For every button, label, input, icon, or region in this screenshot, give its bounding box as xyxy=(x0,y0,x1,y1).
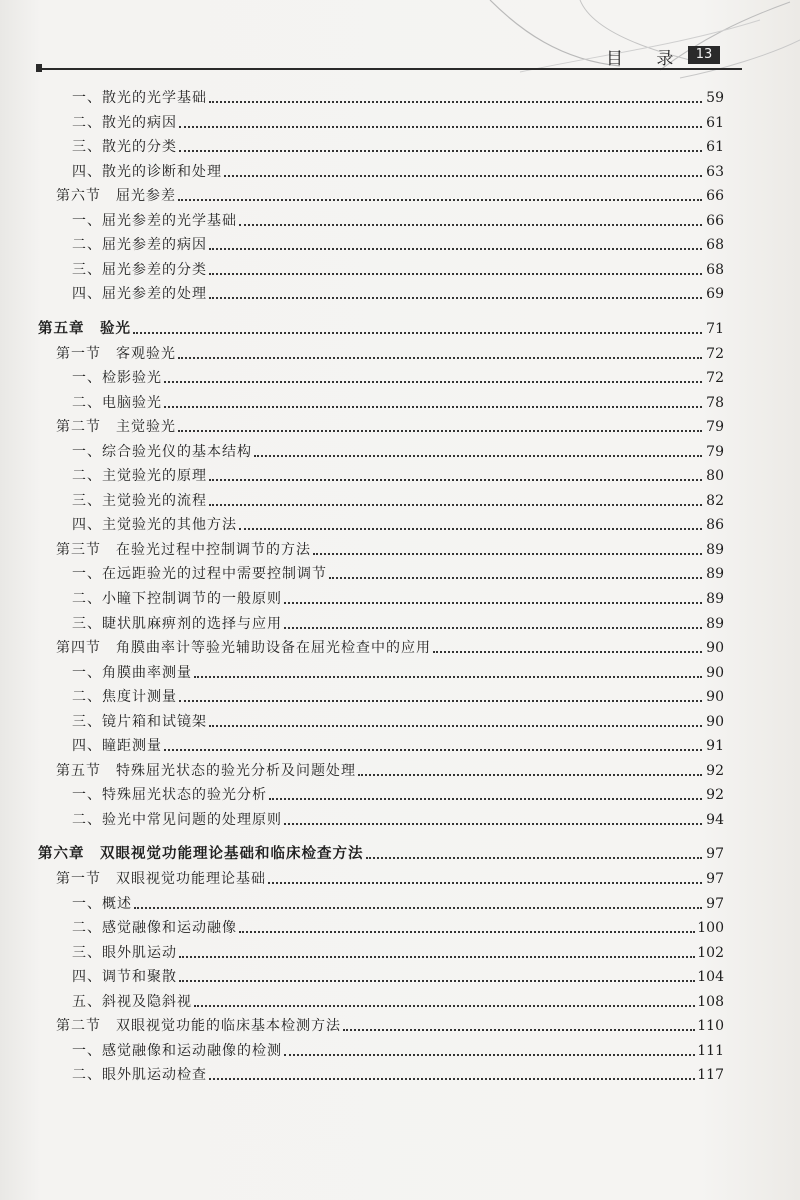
toc-entry-title: 第四节 角膜曲率计等验光辅助设备在屈光检查中的应用 xyxy=(56,640,431,656)
toc-entry-title: 第六节 屈光参差 xyxy=(56,188,176,204)
dot-leader xyxy=(209,710,702,727)
dot-leader xyxy=(164,366,702,383)
toc-entry-page: 89 xyxy=(706,616,724,632)
toc-entry-page: 90 xyxy=(706,665,724,681)
toc-entry-title: 二、主觉验光的原理 xyxy=(72,468,207,484)
toc-entry-title: 一、检影验光 xyxy=(72,370,162,386)
dot-leader xyxy=(209,489,702,506)
toc-entry-page: 72 xyxy=(706,370,724,386)
page-header xyxy=(0,0,800,80)
toc-entry-title: 三、屈光参差的分类 xyxy=(72,262,207,278)
toc-entry-page: 90 xyxy=(706,640,724,656)
toc-entry-page: 68 xyxy=(706,237,724,253)
dot-leader xyxy=(284,587,702,604)
toc-entry-item[interactable] xyxy=(72,135,724,159)
toc-entry-item[interactable] xyxy=(72,86,724,110)
dot-leader xyxy=(313,538,702,555)
toc-entry-item[interactable] xyxy=(72,1039,724,1063)
toc-entry-title: 四、主觉验光的其他方法 xyxy=(72,517,237,533)
toc-entry-section[interactable] xyxy=(56,636,724,660)
toc-entry-page: 61 xyxy=(706,139,724,155)
toc-entry-item[interactable] xyxy=(72,1063,724,1087)
toc-entry-page: 102 xyxy=(697,945,724,961)
toc-entry-title: 一、屈光参差的光学基础 xyxy=(72,213,237,229)
dot-leader xyxy=(209,464,702,481)
toc-entry-title: 三、主觉验光的流程 xyxy=(72,493,207,509)
toc-entry-section[interactable] xyxy=(56,867,724,891)
toc-entry-title: 第五节 特殊屈光状态的验光分析及问题处理 xyxy=(56,763,356,779)
dot-leader xyxy=(366,842,703,859)
toc-entry-title: 一、特殊屈光状态的验光分析 xyxy=(72,787,267,803)
dot-leader xyxy=(178,184,702,201)
toc-entry-page: 100 xyxy=(697,920,724,936)
toc-entry-title: 一、感觉融像和运动融像的检测 xyxy=(72,1043,282,1059)
toc-entry-item[interactable] xyxy=(72,685,724,709)
toc-entry-item[interactable] xyxy=(72,209,724,233)
toc-entry-title: 二、小瞳下控制调节的一般原则 xyxy=(72,591,282,607)
toc-entry-page: 94 xyxy=(706,812,724,828)
toc-entry-item[interactable] xyxy=(72,282,724,306)
toc-entry-section[interactable] xyxy=(56,759,724,783)
toc-entry-title: 四、散光的诊断和处理 xyxy=(72,164,222,180)
toc-entry-section[interactable] xyxy=(56,342,724,366)
toc-entry-item[interactable] xyxy=(72,783,724,807)
toc-entry-title: 二、屈光参差的病因 xyxy=(72,237,207,253)
toc-entry-title: 一、在远距验光的过程中需要控制调节 xyxy=(72,566,327,582)
toc-entry-item[interactable] xyxy=(72,965,724,989)
toc-entry-page: 63 xyxy=(706,164,724,180)
dot-leader xyxy=(284,1039,695,1056)
toc-entry-title: 三、散光的分类 xyxy=(72,139,177,155)
toc-entry-title: 二、眼外肌运动检查 xyxy=(72,1067,207,1083)
toc-entry-page: 97 xyxy=(706,896,724,912)
toc-entry-page: 66 xyxy=(706,213,724,229)
toc-entry-page: 89 xyxy=(706,591,724,607)
toc-entry-item[interactable] xyxy=(72,440,724,464)
dot-leader xyxy=(179,941,695,958)
dot-leader xyxy=(164,734,702,751)
dot-leader xyxy=(209,233,702,250)
toc-entry-page: 71 xyxy=(706,321,724,337)
dot-leader xyxy=(179,111,702,128)
toc-entry-item[interactable] xyxy=(72,612,724,636)
toc-entry-title: 四、屈光参差的处理 xyxy=(72,286,207,302)
toc-entry-page: 79 xyxy=(706,419,724,435)
toc-entry-page: 97 xyxy=(706,871,724,887)
toc-entry-title: 一、综合验光仪的基本结构 xyxy=(72,444,252,460)
toc-entry-page: 104 xyxy=(697,969,724,985)
dot-leader xyxy=(179,685,702,702)
dot-leader xyxy=(134,892,702,909)
toc-entry-page: 69 xyxy=(706,286,724,302)
toc-entry-page: 117 xyxy=(697,1067,724,1083)
toc-entry-page: 110 xyxy=(697,1018,724,1034)
toc-entry-item[interactable] xyxy=(72,233,724,257)
toc-entry-title: 第一节 客观验光 xyxy=(56,346,176,362)
dot-leader xyxy=(164,391,702,408)
toc-entry-title: 第一节 双眼视觉功能理论基础 xyxy=(56,871,266,887)
toc-entry-page: 92 xyxy=(706,763,724,779)
toc-entry-chapter[interactable] xyxy=(38,317,724,341)
toc-entry-title: 一、角膜曲率测量 xyxy=(72,665,192,681)
dot-leader xyxy=(179,965,695,982)
toc-entry-page: 89 xyxy=(706,566,724,582)
toc-entry-item[interactable] xyxy=(72,160,724,184)
dot-leader xyxy=(358,759,702,776)
dot-leader xyxy=(178,342,702,359)
toc-entry-title: 二、感觉融像和运动融像 xyxy=(72,920,237,936)
toc-entry-page: 92 xyxy=(706,787,724,803)
toc-entry-item[interactable] xyxy=(72,916,724,940)
toc-entry-item[interactable] xyxy=(72,990,724,1014)
dot-leader xyxy=(239,209,702,226)
toc-entry-section[interactable] xyxy=(56,538,724,562)
dot-leader xyxy=(329,562,702,579)
toc-entry-page: 90 xyxy=(706,689,724,705)
toc-entry-page: 97 xyxy=(706,846,724,862)
toc-entry-page: 86 xyxy=(706,517,724,533)
toc-entry-page: 78 xyxy=(706,395,724,411)
toc-entry-title: 二、焦度计测量 xyxy=(72,689,177,705)
toc-entry-page: 82 xyxy=(706,493,724,509)
toc-entry-item[interactable] xyxy=(72,710,724,734)
toc-entry-item[interactable] xyxy=(72,892,724,916)
toc-entry-title: 二、验光中常见问题的处理原则 xyxy=(72,812,282,828)
page-number-badge: 13 xyxy=(688,46,720,64)
toc-entry-item[interactable] xyxy=(72,464,724,488)
toc-entry-section[interactable] xyxy=(56,415,724,439)
toc-entry-section[interactable] xyxy=(56,184,724,208)
toc-entry-page: 68 xyxy=(706,262,724,278)
toc-entry-item[interactable] xyxy=(72,489,724,513)
toc-entry-item[interactable] xyxy=(72,391,724,415)
dot-leader xyxy=(209,258,702,275)
toc-entry-page: 108 xyxy=(697,994,724,1010)
toc-entry-item[interactable] xyxy=(72,661,724,685)
toc-entry-page: 72 xyxy=(706,346,724,362)
toc-entry-page: 80 xyxy=(706,468,724,484)
toc-entry-chapter[interactable] xyxy=(38,842,724,866)
toc-entry-item[interactable] xyxy=(72,587,724,611)
toc-entry-item[interactable] xyxy=(72,562,724,586)
toc-entry-item[interactable] xyxy=(72,941,724,965)
toc-entry-title: 四、瞳距测量 xyxy=(72,738,162,754)
dot-leader xyxy=(284,612,702,629)
toc-entry-item[interactable] xyxy=(72,111,724,135)
dot-leader xyxy=(209,86,702,103)
toc-entry-title: 二、电脑验光 xyxy=(72,395,162,411)
dot-leader xyxy=(178,415,702,432)
toc-entry-page: 111 xyxy=(697,1043,724,1059)
toc-entry-item[interactable] xyxy=(72,258,724,282)
toc-entry-title: 第二节 主觉验光 xyxy=(56,419,176,435)
toc-entry-item[interactable] xyxy=(72,366,724,390)
toc-entry-title: 第六章 双眼视觉功能理论基础和临床检查方法 xyxy=(38,846,364,862)
toc-entry-page: 89 xyxy=(706,542,724,558)
dot-leader xyxy=(433,636,702,653)
toc-entry-title: 三、镜片箱和试镜架 xyxy=(72,714,207,730)
dot-leader xyxy=(239,916,695,933)
toc-entry-title: 三、眼外肌运动 xyxy=(72,945,177,961)
toc-entry-page: 91 xyxy=(706,738,724,754)
dot-leader xyxy=(209,282,702,299)
toc-entry-title: 四、调节和聚散 xyxy=(72,969,177,985)
dot-leader xyxy=(254,440,702,457)
toc-entry-section[interactable] xyxy=(56,1014,724,1038)
dot-leader xyxy=(194,661,702,678)
toc-entry-title: 一、概述 xyxy=(72,896,132,912)
dot-leader xyxy=(343,1014,695,1031)
dot-leader xyxy=(209,1063,695,1080)
toc-entry-item[interactable] xyxy=(72,734,724,758)
toc-entry-page: 79 xyxy=(706,444,724,460)
toc-entry-title: 第二节 双眼视觉功能的临床基本检测方法 xyxy=(56,1018,341,1034)
dot-leader xyxy=(284,808,702,825)
toc-entry-title: 三、睫状肌麻痹剂的选择与应用 xyxy=(72,616,282,632)
dot-leader xyxy=(133,317,702,334)
toc-entry-title: 五、斜视及隐斜视 xyxy=(72,994,192,1010)
toc-entry-page: 90 xyxy=(706,714,724,730)
dot-leader xyxy=(268,867,702,884)
toc-entry-title: 二、散光的病因 xyxy=(72,115,177,131)
toc-entry-title: 第五章 验光 xyxy=(38,321,131,337)
dot-leader xyxy=(239,513,702,530)
toc-entry-page: 61 xyxy=(706,115,724,131)
dot-leader xyxy=(269,783,702,800)
toc-entry-page: 59 xyxy=(706,90,724,106)
toc-entry-item[interactable] xyxy=(72,513,724,537)
dot-leader xyxy=(224,160,702,177)
toc-entry-item[interactable] xyxy=(72,808,724,832)
running-title: 目 录 xyxy=(606,49,688,69)
toc-entry-page: 66 xyxy=(706,188,724,204)
dot-leader xyxy=(194,990,695,1007)
toc-entry-title: 第三节 在验光过程中控制调节的方法 xyxy=(56,542,311,558)
dot-leader xyxy=(179,135,702,152)
toc-entry-title: 一、散光的光学基础 xyxy=(72,90,207,106)
